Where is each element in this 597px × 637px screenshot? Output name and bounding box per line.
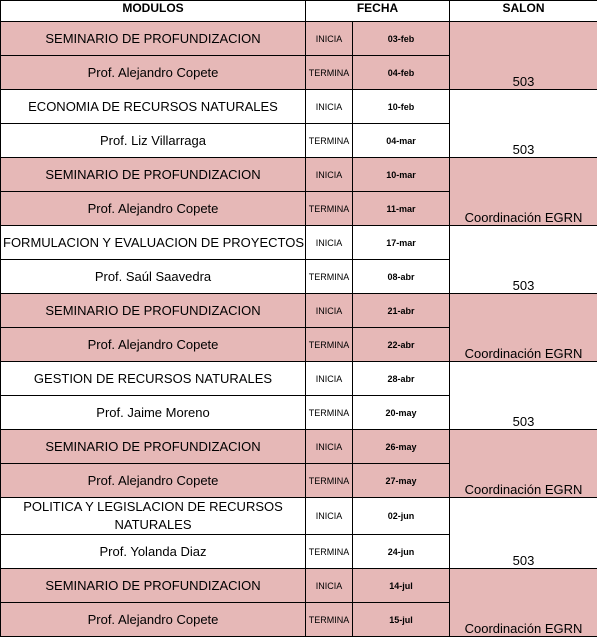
end-date: 08-abr [353, 260, 450, 294]
salon-cell: Coordinación EGRN [450, 294, 597, 362]
end-label: TERMINA [306, 603, 353, 637]
start-label: INICIA [306, 569, 353, 603]
module-row [1, 498, 597, 535]
module-row [1, 90, 597, 124]
end-date: 27-may [353, 464, 450, 498]
professor-name: Prof. Saúl Saavedra [1, 260, 306, 294]
end-label: TERMINA [306, 56, 353, 90]
end-date: 20-may [353, 396, 450, 430]
professor-name: Prof. Alejandro Copete [1, 603, 306, 637]
module-row [1, 226, 597, 260]
end-label: TERMINA [306, 124, 353, 158]
header-modulos: MODULOS [1, 1, 306, 22]
salon-cell: 503 [450, 22, 597, 90]
module-name: SEMINARIO DE PROFUNDIZACION [1, 22, 306, 56]
end-date: 24-jun [353, 535, 450, 569]
module-name: GESTION DE RECURSOS NATURALES [1, 362, 306, 396]
module-name: FORMULACION Y EVALUACION DE PROYECTOS [1, 226, 306, 260]
end-label: TERMINA [306, 260, 353, 294]
start-date: 17-mar [353, 226, 450, 260]
professor-name: Prof. Yolanda Diaz [1, 535, 306, 569]
header-salon: SALON [450, 1, 597, 22]
module-name: ECONOMIA DE RECURSOS NATURALES [1, 90, 306, 124]
module-row [1, 569, 597, 603]
module-name: SEMINARIO DE PROFUNDIZACION [1, 569, 306, 603]
start-label: INICIA [306, 498, 353, 535]
start-label: INICIA [306, 90, 353, 124]
salon-cell: 503 [450, 226, 597, 294]
start-date: 10-feb [353, 90, 450, 124]
module-row [1, 294, 597, 328]
salon-cell: 503 [450, 498, 597, 569]
module-row [1, 22, 597, 56]
start-date: 14-jul [353, 569, 450, 603]
end-label: TERMINA [306, 396, 353, 430]
start-label: INICIA [306, 362, 353, 396]
module-name: SEMINARIO DE PROFUNDIZACION [1, 430, 306, 464]
professor-name: Prof. Alejandro Copete [1, 464, 306, 498]
start-date: 03-feb [353, 22, 450, 56]
module-row [1, 362, 597, 396]
end-date: 22-abr [353, 328, 450, 362]
end-label: TERMINA [306, 328, 353, 362]
start-label: INICIA [306, 226, 353, 260]
module-name: SEMINARIO DE PROFUNDIZACION [1, 294, 306, 328]
start-date: 28-abr [353, 362, 450, 396]
end-date: 04-feb [353, 56, 450, 90]
salon-cell: Coordinación EGRN [450, 158, 597, 226]
start-label: INICIA [306, 22, 353, 56]
end-date: 04-mar [353, 124, 450, 158]
header-fecha: FECHA [306, 1, 450, 22]
salon-cell: 503 [450, 362, 597, 430]
header-row [1, 1, 597, 22]
module-row [1, 158, 597, 192]
end-label: TERMINA [306, 535, 353, 569]
professor-name: Prof. Jaime Moreno [1, 396, 306, 430]
end-label: TERMINA [306, 192, 353, 226]
start-date: 26-may [353, 430, 450, 464]
professor-name: Prof. Liz Villarraga [1, 124, 306, 158]
end-date: 11-mar [353, 192, 450, 226]
end-label: TERMINA [306, 464, 353, 498]
module-name: POLITICA Y LEGISLACION DE RECURSOS NATURALES [1, 498, 306, 535]
module-name: SEMINARIO DE PROFUNDIZACION [1, 158, 306, 192]
module-row [1, 430, 597, 464]
start-date: 21-abr [353, 294, 450, 328]
start-label: INICIA [306, 294, 353, 328]
salon-cell: Coordinación EGRN [450, 430, 597, 498]
start-label: INICIA [306, 158, 353, 192]
start-date: 10-mar [353, 158, 450, 192]
professor-name: Prof. Alejandro Copete [1, 328, 306, 362]
start-date: 02-jun [353, 498, 450, 535]
start-label: INICIA [306, 430, 353, 464]
professor-name: Prof. Alejandro Copete [1, 56, 306, 90]
end-date: 15-jul [353, 603, 450, 637]
professor-name: Prof. Alejandro Copete [1, 192, 306, 226]
salon-cell: 503 [450, 90, 597, 158]
salon-cell: Coordinación EGRN [450, 569, 597, 637]
